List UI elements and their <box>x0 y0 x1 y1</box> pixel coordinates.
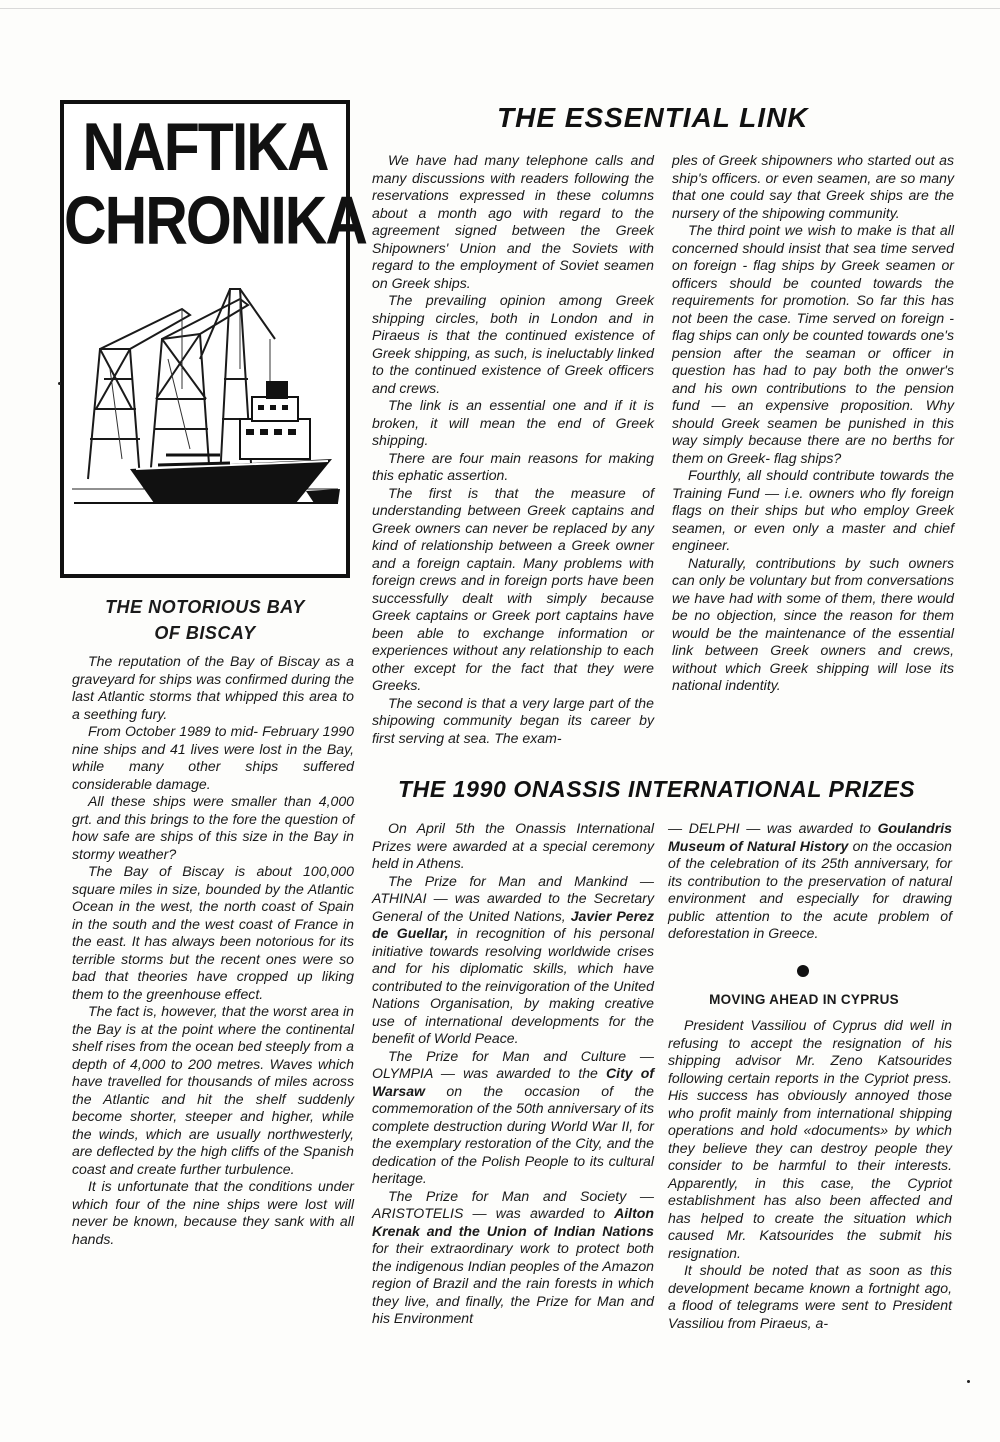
text-run: The Prize for Man and Society — ARISTOTELIS — was awarded to <box>372 1187 654 1221</box>
masthead-box <box>60 100 366 578</box>
paragraph: The first is that the measure of understanding between Greek captains and Greek owners can never be replaced by any kind of relationship between a Greek owner and a foreign captain. Many problems with foreign crews and in foreign ports have been successfully dealt with simply because Greek captains or Greek port captains have been able to exchange information or experiences without any relationship to each other except for the fact that they were Greeks. <box>372 484 654 693</box>
text-run: for their extraordinary work to protect both the indigenous Indian peoples of the Amazon region of Brazil and the rain forests in which they live, and finally, the Prize for Man and his Environment <box>372 1240 654 1326</box>
masthead-line-1: NAFTIKA <box>82 108 328 185</box>
essential-link-right-column <box>672 152 954 695</box>
paragraph: The link is an essential one and if it is broken, it will mean the end of Greek shipping. <box>372 397 654 448</box>
text-run: on the occasion of the commemoration of the 50th anniversary of its complete destruction during World War II, for the exemplary restoration of the City, and the dedication of the Polish People to its cultural heritage. <box>372 1082 655 1186</box>
essential-link-headline: THE ESSENTIAL LINK <box>497 102 809 133</box>
masthead-line-2: CHRONIKA <box>64 182 366 259</box>
page-top-rule <box>0 8 1000 9</box>
onassis-left-column <box>372 820 654 1328</box>
paragraph: The third point we wish to make is that all concerned should insist that sea time served on foreign - flag ships by Greek seamen or officers should be counted towards the requirements for promotion. So far this has not been the case. Time served on foreign - flag ships can only be counted towards one's pension after the seaman or officer in question has had to pay both the onwer's and his own contributions to the pension fund — an expensive proposition. Why should Greek seamen be punished in this way simply because there are no berths for them on Greek- flag ships? <box>672 222 954 466</box>
paragraph: Naturally, contributions by such owners can only be voluntary but from conversations we have had with some of them, there would be no objection, since the reason for them would be the maintenance of the essential link between Greek owners and crews, without which Greek shipping will lose its national indentity. <box>672 554 954 693</box>
text-run: on the occasion of the celebration of its 25th anniversary, for its contribution to the preservation of natural environment and especially for drawing public attention to the acute problem of deforestation in Greece. <box>668 837 952 941</box>
paragraph: It should be noted that as soon as this development became known a fortnight ago, a flood of telegrams were sent to President Vassiliou from Piraeus, a- <box>668 1262 952 1331</box>
cyprus-column <box>668 1017 952 1332</box>
masthead-title <box>64 108 366 259</box>
paragraph: From October 1989 to mid- February 1990 nine ships and 41 lives were lost in the Bay, while many other ships suffered considerable damage. <box>72 723 354 792</box>
paragraph: The reputation of the Bay of Biscay as a graveyard for ships was confirmed during the last Atlantic storms that whipped this area to a seething fury. <box>72 653 354 722</box>
section-bullet <box>797 965 809 977</box>
onassis-prizes-headline: THE 1990 ONASSIS INTERNATIONAL PRIZES <box>398 776 916 802</box>
paragraph <box>372 1188 654 1328</box>
awardee-name: Ailton Krenak and the Union of Indian Nations <box>372 1205 654 1239</box>
paragraph: The Bay of Biscay is about 100,000 square miles in size, bounded by the Atlantic Ocean in the west, the north coast of Spain in the south and the west coast of France in the east. It has always been notorious for its terrible storms but the recent ones were so bad that theories have cropped up liking them to the greenhouse effect. <box>72 863 354 1002</box>
paragraph: The fact is, however, that the worst area in the Bay is at the point where the continental shelf rises from the ocean bed steeply from a depth of 4,000 to 200 metres. Waves which have travelled for thousands of miles across the Atlantic and hit the shelf suddenly become shorter, steeper and higher, while the winds, which are usually northwesterly, are deflected by the high cliffs of the Spanish coast and create further turbulence. <box>72 1003 354 1177</box>
biscay-headline-line-1: THE NOTORIOUS BAY <box>105 597 305 617</box>
paragraph: There are four main reasons for making this ephatic assertion. <box>372 449 654 483</box>
paragraph: The prevailing opinion among Greek shipping circles, both in London and in Piraeus is that the continued existence of Greek shipping, as such, is ineluctably linked to the continued existence of Greek officers and crews. <box>372 292 654 396</box>
text-run: in recognition of his personal initiative towards resolving worldwide crises and for his diplomatic skills, which have contributed to the reinvigoration of the United Nations Organisation, by making creative use of international developments for the benefit of World Peace. <box>372 925 654 1046</box>
essential-link-left-column <box>372 152 654 747</box>
paragraph: Fourthly, all should contribute towards the Training Fund — i.e. owners who fly foreign flags on their ships but who employ Greek seamen, or even only a master and chief engineer. <box>672 467 954 553</box>
scan-speck <box>967 1380 970 1383</box>
paragraph: ples of Greek shipowners who started out as ship's officers. or even seamen, are so many that one could say that Greek ships are the nursery of the shipowing community. <box>672 152 954 221</box>
scan-speck <box>58 382 61 385</box>
text-run: The Prize for Man and Mankind — ATHINAI — was awarded to the Secretary General of the United Nations, <box>372 872 654 924</box>
onassis-right-column <box>668 820 952 943</box>
cyprus-headline: MOVING AHEAD IN CYPRUS <box>709 992 899 1007</box>
port-cranes-ship-illustration <box>70 279 342 504</box>
biscay-headline <box>62 594 348 646</box>
awardee-name: Goulandris Museum of Natural History <box>668 820 952 854</box>
text-run: The Prize for Man and Culture — OLYMPIA — was awarded to the <box>372 1047 654 1081</box>
paragraph: All these ships were smaller than 4,000 grt. and this brings to the fore the question of how safe are ships of this size in the Bay in stormy weather? <box>72 793 354 862</box>
paragraph <box>372 873 654 1048</box>
paragraph: We have had many telephone calls and many discussions with readers following the reservations expressed in these columns about a month ago with regard to the agreement signed between the Greek Shipowners' Union and the Soviets with regard to the employment of Soviet seamen on Greek ships. <box>372 152 654 291</box>
paragraph <box>372 1048 654 1188</box>
awardee-name: Javier Perez de Guellar, <box>372 907 654 941</box>
paragraph: President Vassiliou of Cyprus did well in refusing to accept the resignation of his shipping advisor Mr. Zeno Katsourides following certain reports in the Cypriot press. His success has obviously annoyed those who profit mainly from international shipping operations and hold «documents» by which they believe they can destroy people they consider to be harmful to their interests. Apparently, in this case, the Cypriot establishment has also been affected and has helped to create the situation which caused Mr. Katsourides the submit his resignation. <box>668 1017 952 1261</box>
paragraph <box>668 820 952 943</box>
text-run: — DELPHI — was awarded to <box>668 820 878 836</box>
paragraph: On April 5th the Onassis International Prizes were awarded at a special ceremony held in Athens. <box>372 820 654 871</box>
awardee-name: City of Warsaw <box>372 1065 655 1099</box>
biscay-headline-line-2: OF BISCAY <box>154 623 256 643</box>
paragraph: It is unfortunate that the conditions under which four of the nine ships were lost will never be known, because they sank with all hands. <box>72 1178 354 1247</box>
paragraph: The second is that a very large part of the shipowing community began its career by first serving at sea. The exam- <box>372 694 654 746</box>
biscay-column <box>72 653 354 1248</box>
